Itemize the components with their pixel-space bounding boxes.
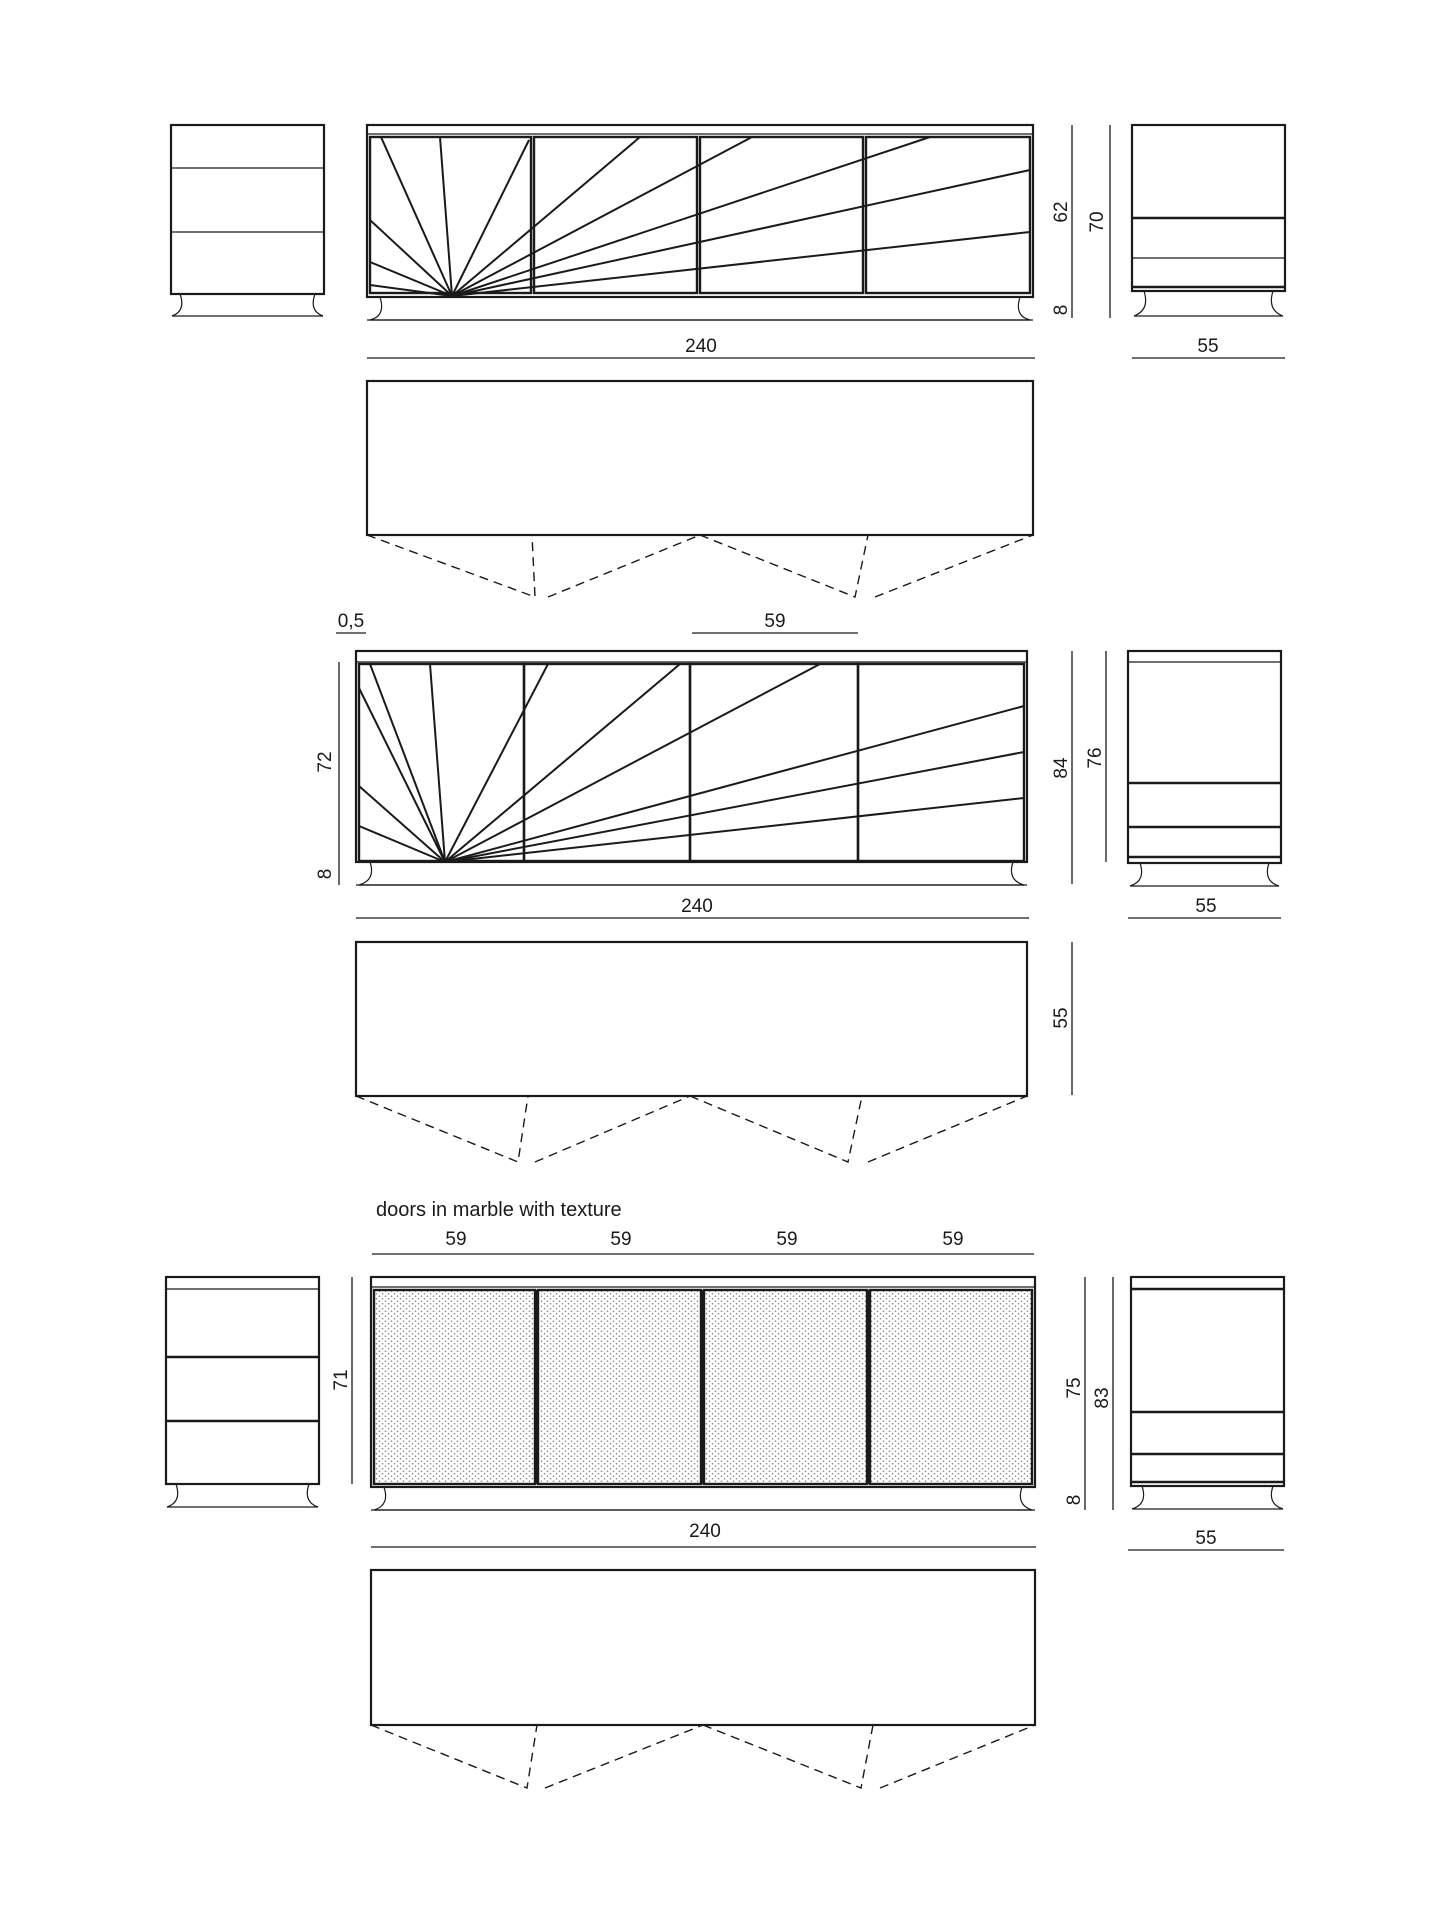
overall-height-label: 84 [1051, 757, 1072, 779]
left-side-view-1 [171, 125, 324, 316]
right-side-view-3 [1128, 1277, 1284, 1550]
drawing-3 [166, 1199, 1284, 1788]
plan-view-1 [367, 381, 1033, 597]
body-height-label: 71 [331, 1369, 352, 1391]
door-width-label-2: 59 [610, 1229, 632, 1250]
body-height-label: 72 [315, 751, 336, 773]
dimension-top-2 [336, 611, 858, 633]
base-height-label: 8 [1051, 304, 1072, 316]
marble-door-3 [704, 1290, 867, 1484]
door-width-label-1: 59 [445, 1229, 467, 1250]
right-side-view-1 [1132, 125, 1285, 358]
dimension-right-2 [1051, 651, 1106, 884]
top-thickness-label: 0,5 [337, 611, 365, 632]
top-height-label: 62 [1051, 201, 1072, 223]
dimension-right-3 [1064, 1277, 1113, 1510]
marble-door-4 [870, 1290, 1032, 1484]
left-side-view-3 [166, 1277, 319, 1507]
marble-door-1 [374, 1290, 535, 1484]
side-height-label: 76 [1085, 747, 1106, 769]
drawing-1 [171, 125, 1285, 597]
dimension-doors-3 [372, 1229, 1034, 1254]
door-width-label-3: 59 [776, 1229, 798, 1250]
dimension-left-2 [315, 662, 339, 885]
door-width-label-4: 59 [942, 1229, 964, 1250]
plan-view-2 [356, 942, 1072, 1162]
front-elevation-1 [367, 125, 1033, 320]
right-body-height-label: 75 [1064, 1377, 1085, 1399]
overall-height-label: 70 [1087, 211, 1108, 233]
width-label: 240 [681, 896, 713, 917]
dimension-width-2 [356, 896, 1029, 918]
base-height-label: 8 [1064, 1494, 1085, 1506]
dimension-width-3 [371, 1521, 1036, 1547]
side-depth-label: 55 [1195, 896, 1217, 917]
dimension-left-3 [331, 1277, 352, 1484]
overall-height-label: 83 [1092, 1387, 1113, 1409]
dimension-width-1 [367, 336, 1035, 358]
width-label: 240 [685, 336, 717, 357]
front-elevation-3 [371, 1277, 1035, 1510]
plan-depth-label: 55 [1051, 1007, 1072, 1029]
dimension-height-1 [1051, 125, 1110, 318]
side-depth-label: 55 [1195, 1528, 1217, 1549]
drawing-2 [315, 611, 1281, 1162]
front-elevation-2 [356, 651, 1027, 885]
base-height-label: 8 [315, 868, 336, 880]
right-side-view-2 [1128, 651, 1281, 918]
plan-view-3 [371, 1570, 1035, 1788]
marble-door-2 [538, 1290, 701, 1484]
width-label: 240 [689, 1521, 721, 1542]
marble-doors-caption: doors in marble with texture [376, 1199, 622, 1221]
side-depth-label: 55 [1197, 336, 1219, 357]
door-width-label: 59 [764, 611, 786, 632]
